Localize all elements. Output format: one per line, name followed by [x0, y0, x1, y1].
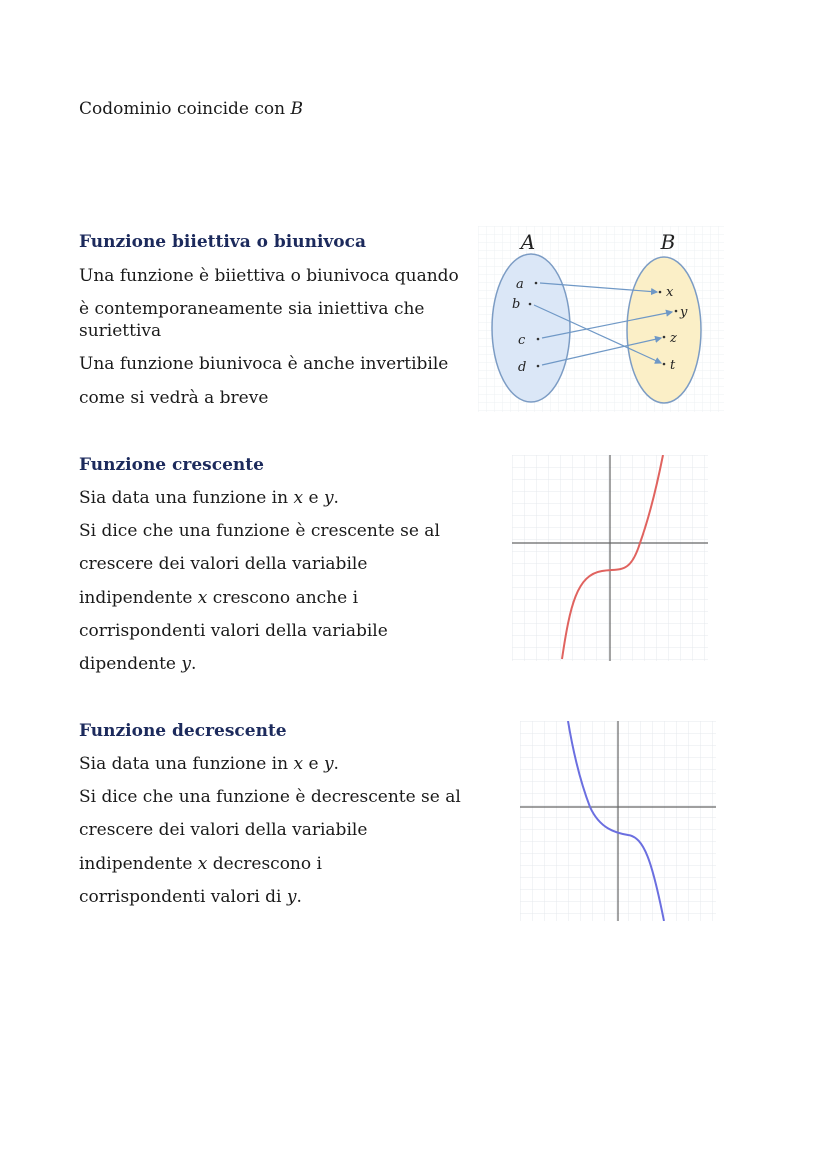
crescente-line-4-var: x [197, 588, 208, 608]
set-a-element-b: b [512, 297, 521, 312]
point-c [537, 338, 540, 341]
point-x [659, 291, 662, 294]
set-a-element-c: c [518, 333, 526, 348]
set-b-element-t: t [670, 358, 676, 373]
decrescente-line-1-mid: e [303, 754, 324, 774]
intro-line [79, 98, 303, 120]
bijection-diagram [478, 226, 724, 412]
crescente-line-6-var: y [181, 654, 192, 674]
biiettiva-line-4: Una funzione biunivoca è anche invertibile [79, 354, 449, 374]
crescente-line-1-text: Sia data una funzione in [79, 488, 294, 508]
decrescente-line-1-text: Sia data una funzione in [79, 754, 294, 774]
point-b [529, 303, 532, 306]
crescente-line-1-end: . [333, 488, 339, 508]
set-b-element-x: x [666, 285, 674, 300]
set-a-element-a: a [516, 277, 524, 292]
decrescente-line-4-text: indipendente [79, 854, 198, 874]
crescente-line-6 [79, 653, 196, 675]
point-y [675, 310, 678, 313]
decrescente-line-3: crescere dei valori della variabile [79, 820, 368, 840]
crescente-line-1-mid: e [303, 488, 324, 508]
crescente-line-6-text: dipendente [79, 654, 182, 674]
crescente-line-5: corrispondenti valori della variabile [79, 621, 388, 641]
crescente-line-2: Si dice che una funzione è crescente se al [79, 521, 440, 541]
set-b-label: B [660, 230, 676, 254]
increasing-function-graph [512, 455, 708, 661]
crescente-line-6-end: . [191, 654, 197, 674]
section-title-crescente: Funzione crescente [79, 455, 264, 475]
decrescente-line-5-var: y [286, 887, 297, 907]
crescente-line-4-end: crescono anche i [207, 588, 359, 608]
decrescente-line-4-var: x [197, 854, 208, 874]
intro-text: Codominio coincide con [79, 99, 291, 119]
biiettiva-line-2: è contemporaneamente sia iniettiva che [79, 299, 425, 319]
crescente-line-4-text: indipendente [79, 588, 198, 608]
crescente-var-y: y [323, 488, 334, 508]
crescente-line-3: crescere dei valori della variabile [79, 554, 368, 574]
point-d [537, 365, 540, 368]
decrescente-line-5-text: corrispondenti valori di [79, 887, 287, 907]
set-a-element-d: d [518, 360, 527, 375]
set-b-element-z: z [670, 331, 677, 346]
biiettiva-line-3: suriettiva [79, 321, 162, 341]
section-title-decrescente: Funzione decrescente [79, 721, 287, 741]
set-a-label: A [520, 230, 536, 254]
biiettiva-line-1: Una funzione è biiettiva o biunivoca quando [79, 266, 459, 286]
decrescente-line-4 [79, 853, 322, 875]
crescente-line-1 [79, 487, 339, 509]
point-t [663, 363, 666, 366]
crescente-line-4 [79, 587, 358, 609]
set-b-element-y: y [680, 305, 688, 320]
section-title-biiettiva: Funzione biiettiva o biunivoca [79, 232, 366, 252]
decreasing-function-graph [520, 721, 716, 921]
biiettiva-line-5: come si vedrà a breve [79, 388, 269, 408]
set-b-ellipse [627, 257, 701, 403]
decrescente-line-1-end: . [333, 754, 339, 774]
crescente-var-x: x [293, 488, 304, 508]
decrescente-line-5-end: . [296, 887, 302, 907]
decrescente-line-4-end: decrescono i [207, 854, 322, 874]
point-z [663, 336, 666, 339]
decrescente-var-y: y [323, 754, 334, 774]
intro-var: B [290, 99, 303, 119]
decrescente-var-x: x [293, 754, 304, 774]
decrescente-line-1 [79, 753, 339, 775]
point-a [535, 282, 538, 285]
decrescente-line-2: Si dice che una funzione è decrescente se al [79, 787, 461, 807]
set-a-ellipse [492, 254, 570, 402]
decrescente-line-5 [79, 886, 302, 908]
